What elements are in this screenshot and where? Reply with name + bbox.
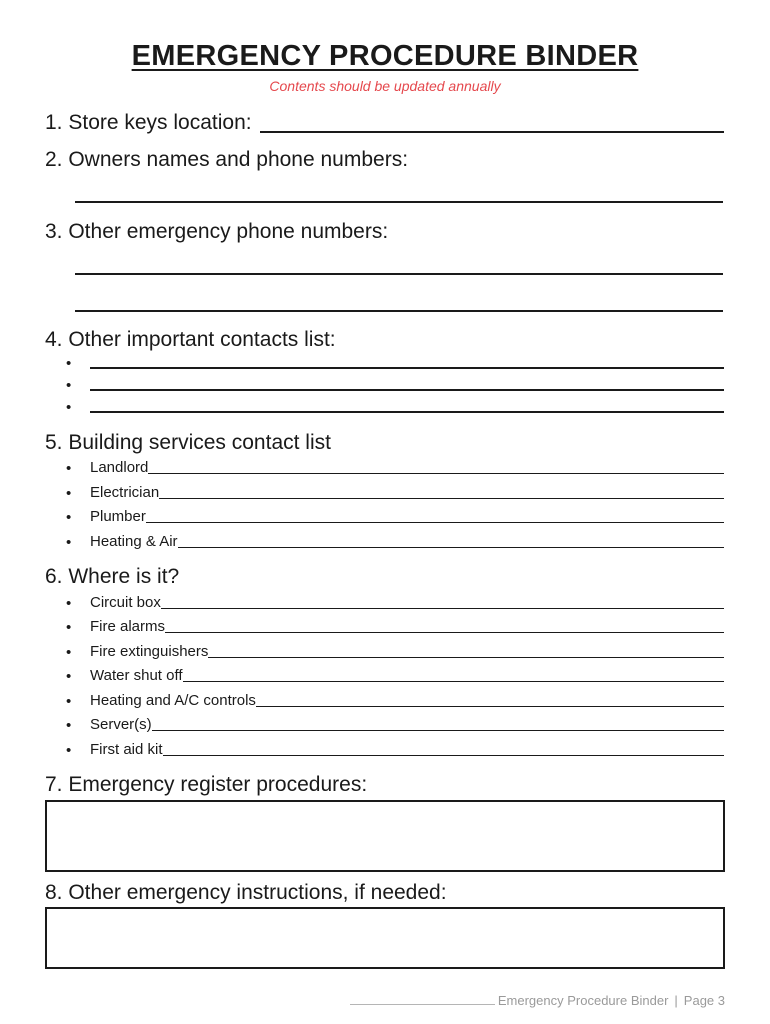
location-label: First aid kit	[90, 741, 163, 758]
service-row	[66, 458, 724, 476]
service-label: Heating & Air	[90, 533, 178, 550]
service-label: Landlord	[90, 459, 149, 476]
contact-line-2[interactable]	[90, 389, 724, 391]
bullet-icon: •	[66, 355, 72, 372]
footer-separator: |	[674, 993, 678, 1008]
first-aid-kit-line[interactable]	[163, 755, 724, 756]
bullet-icon: •	[66, 399, 72, 416]
section-1-row	[45, 110, 724, 136]
owners-phone-line[interactable]	[75, 201, 723, 203]
contact-line-1[interactable]	[90, 367, 724, 369]
bullet-icon: •	[66, 509, 72, 526]
contact-list-row-1	[66, 353, 724, 371]
footer-blank-line	[350, 1004, 495, 1005]
location-label: Water shut off	[90, 667, 183, 684]
section-1-heading: 1. Store keys location:	[45, 111, 252, 134]
section-2-heading: 2. Owners names and phone numbers:	[45, 148, 409, 171]
bullet-icon: •	[66, 668, 72, 685]
section-4-heading: 4. Other important contacts list:	[45, 328, 336, 351]
location-label: Server(s)	[90, 716, 152, 733]
bullet-icon: •	[66, 595, 72, 612]
location-label: Circuit box	[90, 594, 161, 611]
location-row	[66, 691, 724, 709]
page-title: EMERGENCY PROCEDURE BINDER	[131, 40, 639, 72]
store-keys-location-line[interactable]	[260, 131, 724, 133]
location-row	[66, 642, 724, 660]
footer-binder-label: Emergency Procedure Binder	[497, 993, 669, 1008]
other-instructions-box[interactable]	[45, 907, 725, 969]
footer-page-number: Page 3	[683, 993, 725, 1008]
section-8-heading: 8. Other emergency instructions, if needed:	[45, 881, 447, 904]
section-6-heading: 6. Where is it?	[45, 565, 180, 588]
fire-extinguishers-line[interactable]	[208, 657, 724, 658]
bullet-icon: •	[66, 644, 72, 661]
water-shut-off-line[interactable]	[183, 681, 724, 682]
service-row	[66, 507, 724, 525]
location-row	[66, 593, 724, 611]
heating-air-line[interactable]	[178, 547, 724, 548]
bullet-icon: •	[66, 460, 72, 477]
service-label: Plumber	[90, 508, 146, 525]
service-row	[66, 483, 724, 501]
bullet-icon: •	[66, 717, 72, 734]
bullet-icon: •	[66, 742, 72, 759]
location-row	[66, 715, 724, 733]
bullet-icon: •	[66, 693, 72, 710]
location-label: Fire extinguishers	[90, 643, 209, 660]
servers-line[interactable]	[152, 730, 724, 731]
service-label: Electrician	[90, 484, 160, 501]
service-row	[66, 532, 724, 550]
fire-alarms-line[interactable]	[165, 632, 724, 633]
contact-list-row-2	[66, 375, 724, 393]
location-row	[66, 740, 724, 758]
section-7-heading: 7. Emergency register procedures:	[45, 773, 368, 796]
bullet-icon: •	[66, 485, 72, 502]
bullet-icon: •	[66, 377, 72, 394]
circuit-box-line[interactable]	[161, 608, 724, 609]
emergency-phone-line-1[interactable]	[75, 273, 723, 275]
landlord-line[interactable]	[148, 473, 724, 474]
register-procedures-box[interactable]	[45, 800, 725, 872]
location-row	[66, 666, 724, 684]
page-subtitle: Contents should be updated annually	[269, 78, 501, 94]
emergency-phone-line-2[interactable]	[75, 310, 723, 312]
plumber-line[interactable]	[146, 522, 724, 523]
location-label: Heating and A/C controls	[90, 692, 256, 709]
electrician-line[interactable]	[159, 498, 724, 499]
bullet-icon: •	[66, 534, 72, 551]
section-5-heading: 5. Building services contact list	[45, 431, 331, 454]
bullet-icon: •	[66, 619, 72, 636]
location-label: Fire alarms	[90, 618, 166, 635]
heating-ac-controls-line[interactable]	[256, 706, 724, 707]
page-footer	[350, 993, 725, 1008]
contact-list-row-3	[66, 397, 724, 415]
location-row	[66, 617, 724, 635]
section-3-heading: 3. Other emergency phone numbers:	[45, 220, 389, 243]
contact-line-3[interactable]	[90, 411, 724, 413]
